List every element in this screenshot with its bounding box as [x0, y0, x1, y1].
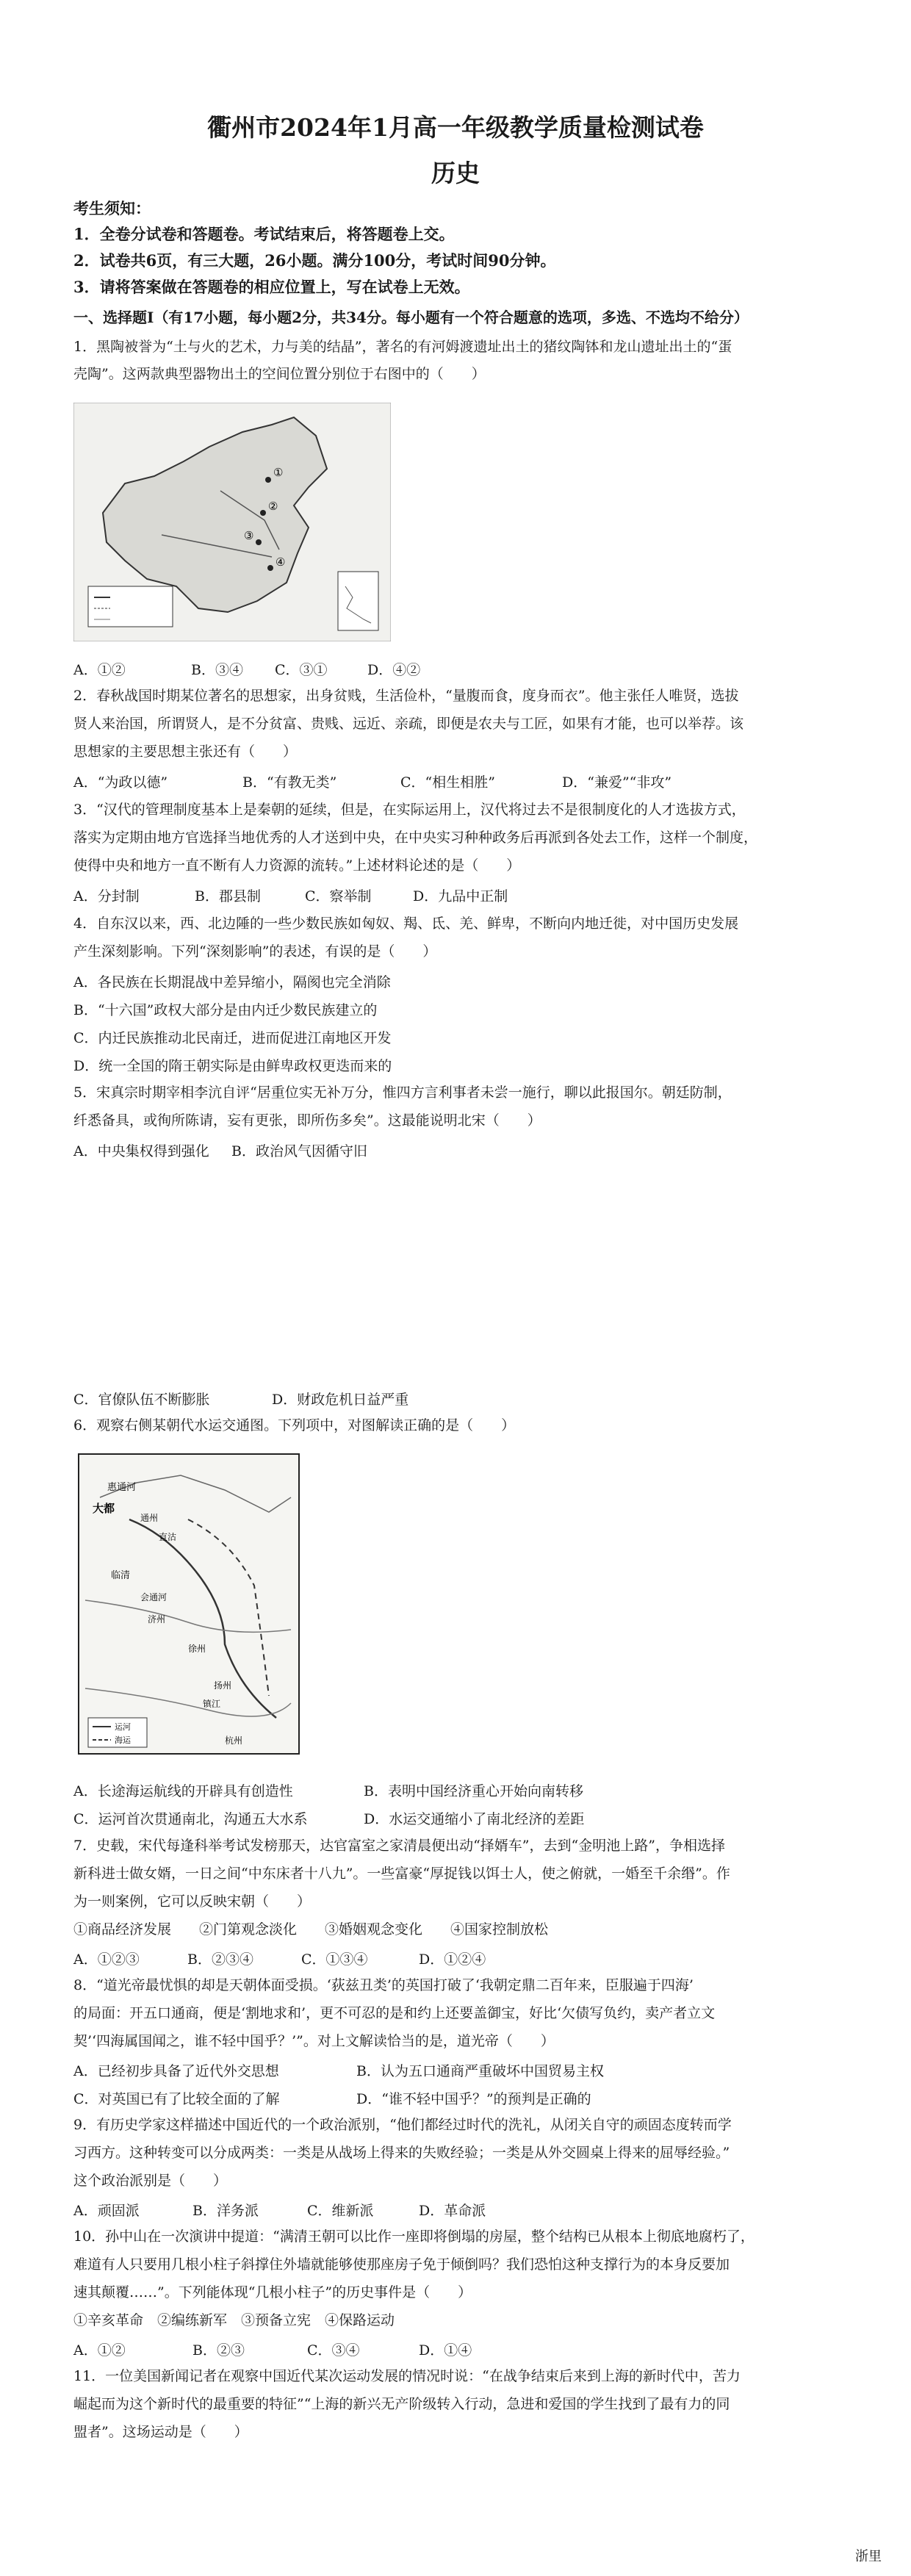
map-label: 杭州 [225, 1735, 243, 1746]
q8-option-a[interactable]: A．已经初步具备了近代外交思想 [73, 2063, 279, 2079]
q5-text: 5．宋真宗时期宰相李沆自评“居重位实无补万分，惟四方言利事者未尝一施行，聊以此报国尔。朝廷防制， [73, 1084, 732, 1101]
section-heading: 一、选择题Ⅰ（有17小题，每小题2分，共34分。每小题有一个符合题意的选项，多选、不选均不给分） [73, 309, 749, 326]
q8-text: 契’‘四海属国闻之，谁不轻中国乎？’”。对上文解读恰当的是，道光帝（ ） [73, 2033, 555, 2049]
q6-text: 6．观察右侧某朝代水运交通图。下列项中，对图解读正确的是（ ） [73, 1417, 516, 1433]
map-label: 临清 [111, 1570, 131, 1581]
q10-text: 10．孙中山在一次演讲中提道：“满清王朝可以比作一座即将倒塌的房屋，整个结构已从根本上彻底地腐朽了， [73, 2228, 755, 2245]
q1-option-c[interactable]: C．③① [275, 662, 328, 678]
q11-text: 盟者”。这场运动是（ ） [73, 2424, 248, 2440]
notice-item: 3．请将答案做在答题卷的相应位置上，写在试卷上无效。 [73, 278, 470, 296]
q10-text: 难道有人只要用几根小柱子斜撑住外墙就能够使那座房子免于倾倒吗？我们恐怕这种支撑行为的本身反要加 [73, 2256, 730, 2273]
q3-option-c[interactable]: C．察举制 [305, 888, 372, 904]
q8-text: 8．“道光帝最忧惧的却是天朝体面受损。‘荻兹丑类’的英国打破了‘我朝定鼎二百年来，臣服遍于四海’ [73, 1977, 694, 1993]
q8-option-d[interactable]: D．“谁不轻中国乎？”的预判是正确的 [356, 2091, 591, 2107]
map-label: ① [273, 466, 284, 479]
map-label: 徐州 [188, 1644, 206, 1654]
q7-text: 7．史载，宋代每逢科举考试发榜那天，达官富室之家清晨便出动“择婿车”，去到“金明池上路”，争相选择 [73, 1838, 725, 1854]
notice-item: 1．全卷分试卷和答题卷。考试结束后，将答题卷上交。 [73, 225, 455, 243]
q7-items: ①商品经济发展 ②门第观念淡化 ③婚姻观念变化 ④国家控制放松 [73, 1921, 549, 1938]
q1-text: 1．黑陶被誉为“土与火的艺术，力与美的结晶”，著名的有河姆渡遗址出土的猪纹陶钵和龙山遗址出土的“蛋 [73, 339, 732, 355]
china-map-figure [73, 403, 391, 641]
q3-option-d[interactable]: D．九品中正制 [413, 888, 508, 904]
q1-option-b[interactable]: B．③④ [191, 662, 243, 678]
q5-option-b[interactable]: B．政治风气因循守旧 [231, 1143, 367, 1159]
q9-option-b[interactable]: B．洋务派 [192, 2203, 259, 2219]
map-label: 通州 [140, 1513, 159, 1523]
q5-option-c[interactable]: C．官僚队伍不断膨胀 [73, 1392, 210, 1408]
q9-text: 这个政治派别是（ ） [73, 2173, 228, 2189]
map-label: 直沽 [159, 1532, 177, 1542]
q7-text: 新科进士做女婿，一日之间“中东床者十八九”。一些富豪“厚捉钱以饵士人，使之俯就，一婚至千余缗”。作 [73, 1866, 730, 1882]
q4-option-b[interactable]: B．“十六国”政权大部分是由内迁少数民族建立的 [73, 1002, 378, 1018]
q4-option-c[interactable]: C．内迁民族推动北民南迁，进而促进江南地区开发 [73, 1030, 392, 1046]
q2-option-a[interactable]: A．“为政以德” [73, 774, 168, 791]
q11-text: 崛起而为这个新时代的最重要的特征”“上海的新兴无产阶级转入行动，急进和爱国的学生找到了最有力的同 [73, 2396, 730, 2412]
q4-text: 4．自东汉以来，西、北边陲的一些少数民族如匈奴、羯、氐、羌、鲜卑，不断向内地迁徙，对中国历史发展 [73, 915, 739, 932]
q4-text: 产生深刻影响。下列“深刻影响”的表述，有误的是（ ） [73, 943, 437, 960]
q1-option-a[interactable]: A．①② [73, 662, 126, 678]
q7-text: 为一则案例，它可以反映宋朝（ ） [73, 1893, 312, 1910]
q5-option-d[interactable]: D．财政危机日益严重 [272, 1392, 409, 1408]
q5-text: 纤悉备具，或徇所陈请，妄有更张，即所伤多矣”。这最能说明北宋（ ） [73, 1112, 541, 1129]
q6-option-a[interactable]: A．长途海运航线的开辟具有创造性 [73, 1783, 293, 1799]
q2-text: 贤人来治国，所谓贤人，是不分贫富、贵贱、远近、亲疏，即便是农夫与工匠，如果有才能，也可以举荐。该 [73, 716, 744, 732]
q3-text: 落实为定期由地方官选择当地优秀的人才送到中央，在中央实习种种政务后再派到各处去工作，这样一个制度， [73, 830, 758, 846]
q7-option-c[interactable]: C．①③④ [301, 1951, 368, 1968]
waterway-map-figure [78, 1453, 300, 1755]
page-footer: 浙里 [855, 2549, 882, 2564]
exam-title: 衢州市2024年1月高一年级教学质量检测试卷 [207, 113, 704, 142]
q10-text: 速其颠覆……”。下列能体现“几根小柱子”的历史事件是（ ） [73, 2284, 472, 2300]
q6-option-d[interactable]: D．水运交通缩小了南北经济的差距 [364, 1811, 585, 1827]
q1-text: 壳陶”。这两款典型器物出土的空间位置分别位于右图中的（ ） [73, 366, 486, 382]
q3-option-a[interactable]: A．分封制 [73, 888, 140, 904]
map-label: ③ [244, 529, 254, 542]
map-label: ④ [276, 555, 286, 569]
q10-items: ①辛亥革命 ②编练新军 ③预备立宪 ④保路运动 [73, 2312, 395, 2328]
q9-option-a[interactable]: A．顽固派 [73, 2203, 140, 2219]
q9-text: 习西方。这种转变可以分成两类：一类是从战场上得来的失败经验；一类是从外交圆桌上得来的屈辱经验。” [73, 2145, 730, 2161]
q2-text: 2．春秋战国时期某位著名的思想家，出身贫贱，生活俭朴，“量腹而食，度身而衣”。他主张任人唯贤，选拔 [73, 688, 739, 704]
q11-text: 11．一位美国新闻记者在观察中国近代某次运动发展的情况时说：“在战争结束后来到上海的新时代中，苦力 [73, 2368, 741, 2384]
q9-option-d[interactable]: D．革命派 [419, 2203, 486, 2219]
q10-option-c[interactable]: C．③④ [307, 2342, 360, 2359]
map-label: 惠通河 [107, 1482, 137, 1493]
map-label: 扬州 [214, 1680, 232, 1691]
map-label: 会通河 [140, 1592, 168, 1602]
q3-option-b[interactable]: B．郡县制 [195, 888, 261, 904]
q2-option-b[interactable]: B．“有教无类” [242, 774, 337, 791]
q9-option-c[interactable]: C．维新派 [307, 2203, 374, 2219]
exam-subject: 历史 [431, 159, 480, 187]
q2-option-d[interactable]: D．“兼爱”“非攻” [562, 774, 672, 791]
q5-option-a[interactable]: A．中央集权得到强化 [73, 1143, 209, 1159]
q4-option-a[interactable]: A．各民族在长期混战中差异缩小，隔阂也完全消除 [73, 974, 391, 990]
q9-text: 9．有历史学家这样描述中国近代的一个政治派别，“他们都经过时代的洗礼，从闭关自守的顽固态度转而学 [73, 2117, 732, 2133]
q2-option-c[interactable]: C．“相生相胜” [400, 774, 495, 791]
q10-option-b[interactable]: B．②③ [192, 2342, 245, 2359]
q8-text: 的局面：开五口通商，便是‘割地求和’，更不可忍的是和约上还要盖御宝，好比‘欠债写负约，卖产者立文 [73, 2005, 716, 2021]
legend-label: 海运 [115, 1735, 131, 1745]
map-label: 大都 [93, 1502, 115, 1515]
q8-option-b[interactable]: B．认为五口通商严重破坏中国贸易主权 [356, 2063, 604, 2079]
map-label: 济州 [148, 1614, 166, 1625]
q6-option-b[interactable]: B．表明中国经济重心开始向南转移 [364, 1783, 583, 1799]
legend-label: 运河 [115, 1722, 131, 1732]
notice-item: 2．试卷共6页，有三大题，26小题。满分100分，考试时间90分钟。 [73, 251, 556, 270]
q10-option-a[interactable]: A．①② [73, 2342, 126, 2359]
q2-text: 思想家的主要思想主张还有（ ） [73, 744, 298, 760]
q7-option-b[interactable]: B．②③④ [187, 1951, 253, 1968]
q7-option-d[interactable]: D．①②④ [419, 1951, 486, 1968]
q4-option-d[interactable]: D．统一全国的隋王朝实际是由鲜卑政权更迭而来的 [73, 1058, 392, 1074]
q8-option-c[interactable]: C．对英国已有了比较全面的了解 [73, 2091, 280, 2107]
map-label: 镇江 [203, 1699, 221, 1709]
q3-text: 使得中央和地方一直不断有人力资源的流转。”上述材料论述的是（ ） [73, 857, 521, 874]
q10-option-d[interactable]: D．①④ [419, 2342, 472, 2359]
q1-option-d[interactable]: D．④② [367, 662, 421, 678]
notice-heading: 考生须知： [73, 199, 151, 217]
map-label: ② [268, 500, 278, 513]
q7-option-a[interactable]: A．①②③ [73, 1951, 140, 1968]
q3-text: 3．“汉代的管理制度基本上是秦朝的延续，但是，在实际运用上，汉代将过去不是很制度化的人才选拔方式， [73, 802, 746, 818]
q6-option-c[interactable]: C．运河首次贯通南北，沟通五大水系 [73, 1811, 308, 1827]
